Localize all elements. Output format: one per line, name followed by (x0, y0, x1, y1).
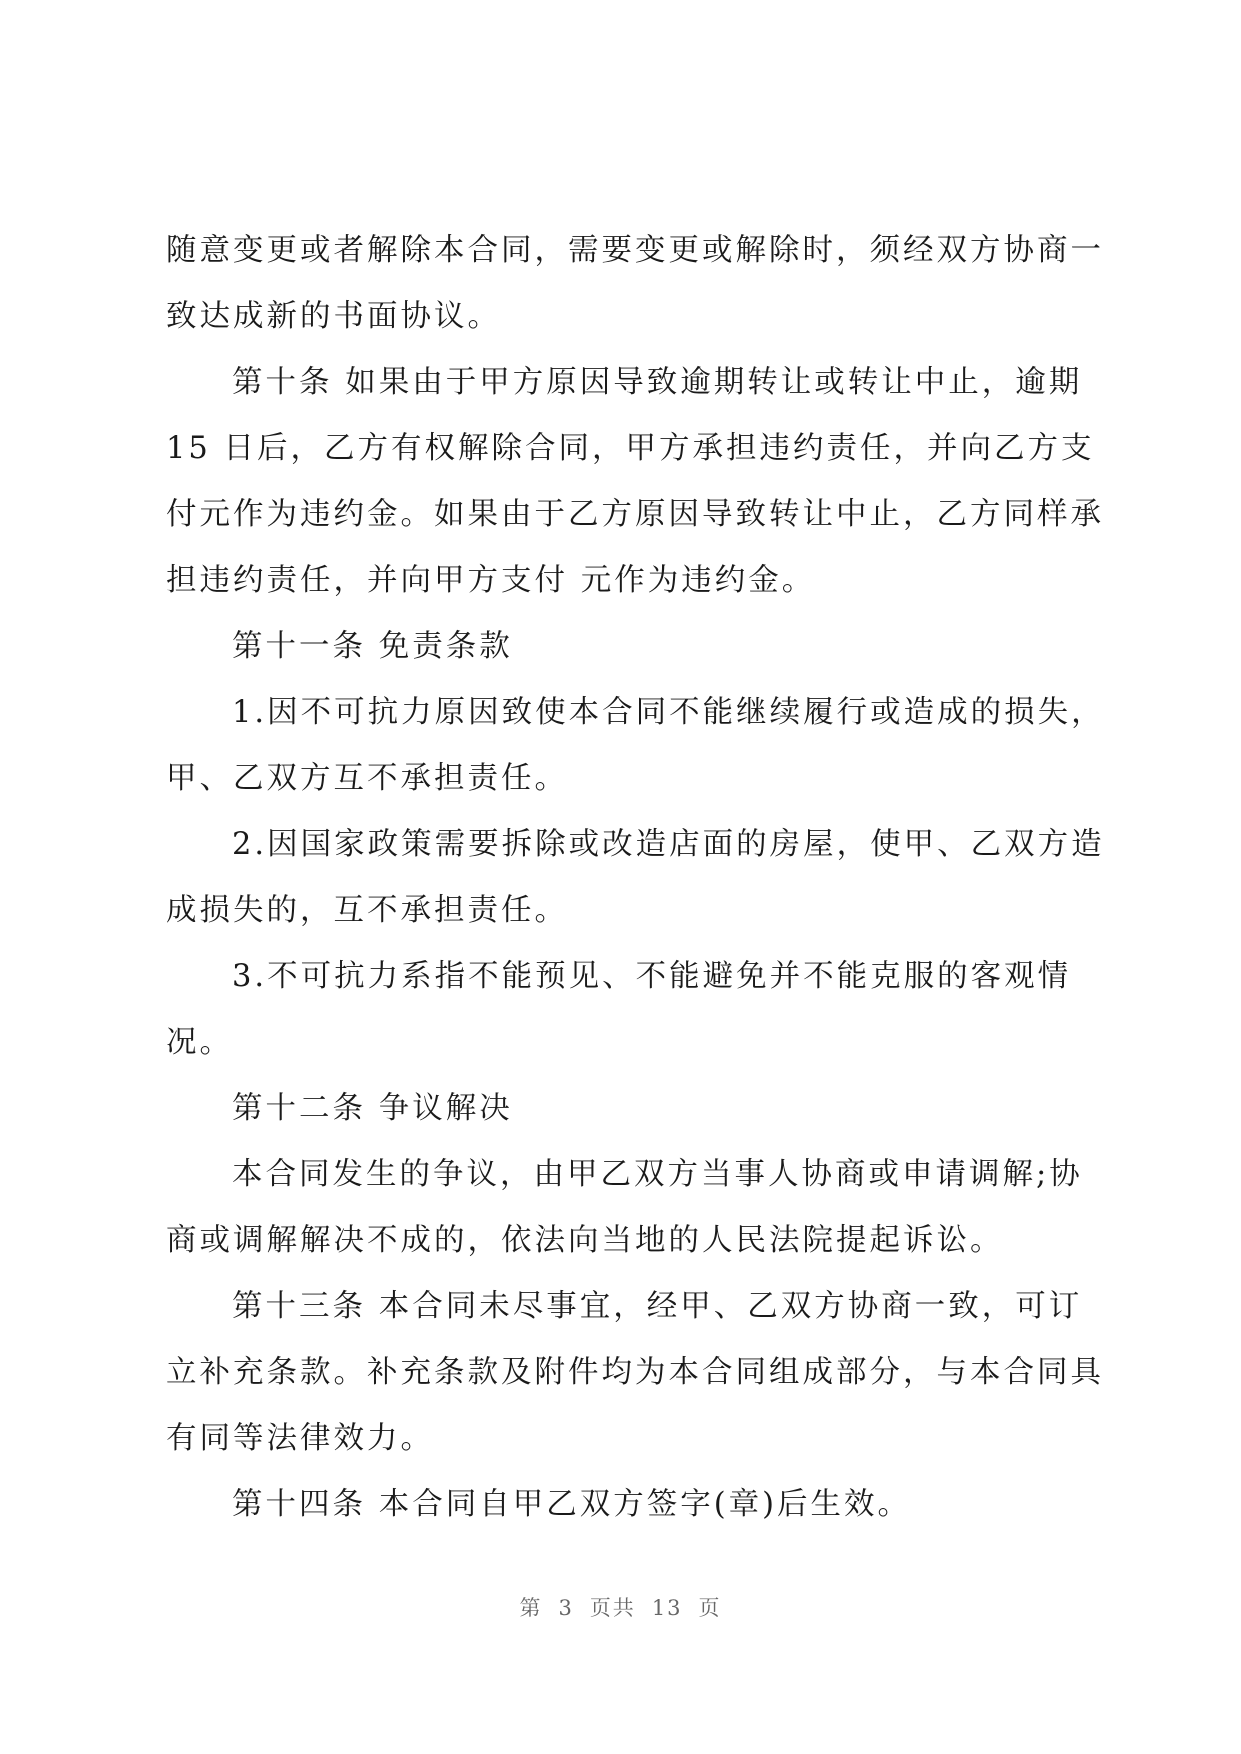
text-line: 甲、乙双方互不承担责任。 (166, 761, 568, 796)
text-line: 第十一条 免责条款 (232, 629, 513, 664)
text-line: 况。 (166, 1025, 233, 1060)
text-line: 有同等法律效力。 (166, 1421, 434, 1456)
footer-label-di: 第 (519, 1596, 543, 1620)
text-line: 随意变更或者解除本合同，需要变更或解除时，须经双方协商一 (166, 233, 1104, 268)
total-pages-number: 13 (651, 1596, 683, 1620)
document-body (166, 218, 1105, 1538)
text-line: 立补充条款。补充条款及附件均为本合同组成部分，与本合同具 (166, 1355, 1104, 1390)
text-line: 2.因国家政策需要拆除或改造店面的房屋，使甲、乙双方造 (232, 827, 1105, 862)
text-line: 第十条 如果由于甲方原因导致逾期转让或转让中止，逾期 (232, 365, 1083, 400)
text-line: 成损失的，互不承担责任。 (166, 893, 568, 928)
text-line: 商或调解解决不成的，依法向当地的人民法院提起诉讼。 (166, 1223, 1004, 1258)
text-line: 1.因不可抗力原因致使本合同不能继续履行或造成的损失， (232, 695, 1105, 730)
footer-label-ye-gong: 页共 (589, 1596, 636, 1620)
text-line: 第十三条 本合同未尽事宜，经甲、乙双方协商一致，可订 (232, 1289, 1083, 1324)
text-line: 担违约责任，并向甲方支付 元作为违约金。 (166, 563, 816, 598)
text-line: 3.不可抗力系指不能预见、不能避免并不能克服的客观情 (232, 959, 1072, 994)
text-line: 第十四条 本合同自甲乙双方签字(章)后生效。 (232, 1487, 911, 1522)
text-line: 第十二条 争议解决 (232, 1091, 513, 1126)
footer-label-ye: 页 (698, 1596, 722, 1620)
page-footer (0, 1592, 1241, 1622)
text-line: 15 日后，乙方有权解除合同，甲方承担违约责任，并向乙方支 (166, 431, 1095, 466)
text-line: 致达成新的书面协议。 (166, 299, 501, 334)
text-line: 本合同发生的争议，由甲乙双方当事人协商或申请调解;协 (232, 1157, 1083, 1192)
text-line: 付元作为违约金。如果由于乙方原因导致转让中止，乙方同样承 (166, 497, 1104, 532)
current-page-number: 3 (558, 1596, 574, 1620)
